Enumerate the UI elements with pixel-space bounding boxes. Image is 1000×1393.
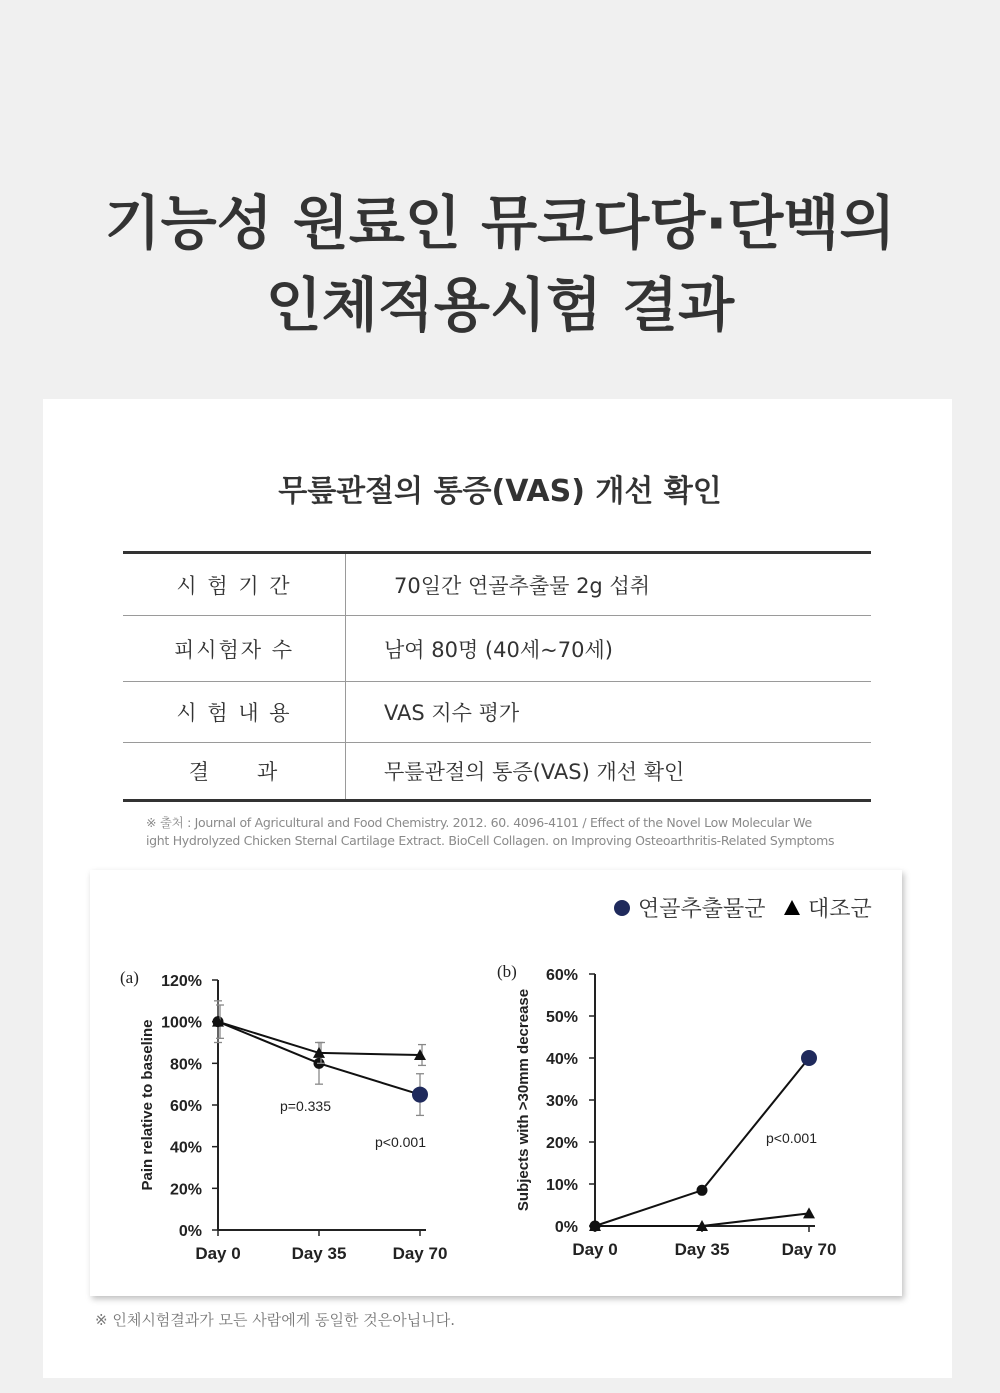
table-row (123, 682, 871, 743)
x-tick-label: Day 35 (674, 1240, 730, 1259)
charts-svg (90, 870, 902, 1296)
row-value: 남여 80명 (40세~70세) (346, 616, 872, 682)
y-tick-label: 20% (545, 1135, 578, 1152)
source-citation (146, 814, 866, 850)
headline-line-1: 기능성 원료인 뮤코다당·단백의 (104, 189, 896, 257)
section-subtitle: 무릎관절의 통증(VAS) 개선 확인 (278, 474, 722, 509)
disclaimer-note: ※ 인체시험결과가 모든 사람에게 동일한 것은아닙니다. (95, 1311, 455, 1329)
y-tick-label: 40% (169, 1139, 202, 1157)
table-row (123, 743, 871, 801)
row-label: 결 과 (123, 743, 346, 801)
y-tick-label: 30% (545, 1093, 578, 1110)
y-tick-label: 20% (169, 1181, 202, 1199)
y-axis-label: Subjects with >30mm decrease (515, 988, 532, 1212)
row-label: 피시험자 수 (123, 616, 346, 682)
row-value: VAS 지수 평가 (346, 682, 872, 743)
row-value: 무릎관절의 통증(VAS) 개선 확인 (384, 760, 685, 784)
x-tick-label: Day 70 (392, 1244, 448, 1263)
data-point-highlight (412, 1087, 428, 1103)
y-tick-label: 120% (161, 973, 202, 990)
row-label: 시 험 내 용 (123, 682, 346, 743)
table-row (123, 553, 871, 616)
row-label: 시 험 기 간 (123, 553, 346, 616)
y-tick-label: 60% (169, 1098, 202, 1115)
panel-label: (b) (497, 962, 517, 981)
data-point-circle (697, 1185, 708, 1196)
y-tick-label: 50% (545, 1009, 578, 1026)
x-tick-label: Day 70 (781, 1240, 837, 1259)
legend-circle-marker (614, 900, 630, 916)
legend-triangle-label: 대조군 (808, 897, 872, 922)
y-tick-label: 0% (178, 1223, 202, 1240)
legend-triangle-marker (784, 900, 800, 915)
legend-circle-label: 연골추출물군 (638, 897, 766, 922)
x-tick-label: Day 35 (291, 1244, 347, 1263)
y-tick-label: 100% (161, 1014, 202, 1032)
trial-info-table (123, 551, 871, 802)
page-headline (0, 182, 1000, 346)
y-tick-label: 80% (169, 1056, 202, 1074)
source-line-2: ight Hydrolyzed Chicken Sternal Cartilage Extract. BioCell Collagen. on Improving Osteoarthritis-Related Symptoms (146, 833, 835, 848)
y-tick-label: 40% (545, 1051, 578, 1068)
p-value-annotation: p<0.001 (766, 1130, 817, 1146)
y-tick-label: 10% (545, 1177, 578, 1194)
source-line-1: ※ 출처 : Journal of Agricultural and Food Chemistry. 2012. 60. 4096-4101 / Effect of the Novel Low Molecular We (146, 815, 812, 830)
p-value-annotation: p=0.335 (280, 1098, 331, 1114)
panel-label: (a) (120, 968, 139, 987)
y-tick-label: 60% (545, 967, 578, 984)
y-axis-label: Pain relative to baseline (139, 1019, 156, 1191)
row-value: 70일간 연골추출물 2g 섭취 (346, 553, 872, 616)
x-tick-label: Day 0 (195, 1244, 241, 1263)
table-row (123, 616, 871, 682)
data-point-highlight (801, 1050, 817, 1066)
headline-line-2: 인체적용시험 결과 (265, 271, 735, 339)
x-tick-label: Day 0 (572, 1240, 618, 1259)
p-value-annotation: p<0.001 (375, 1134, 426, 1150)
y-tick-label: 0% (554, 1219, 578, 1236)
chart-panel (90, 870, 902, 1296)
